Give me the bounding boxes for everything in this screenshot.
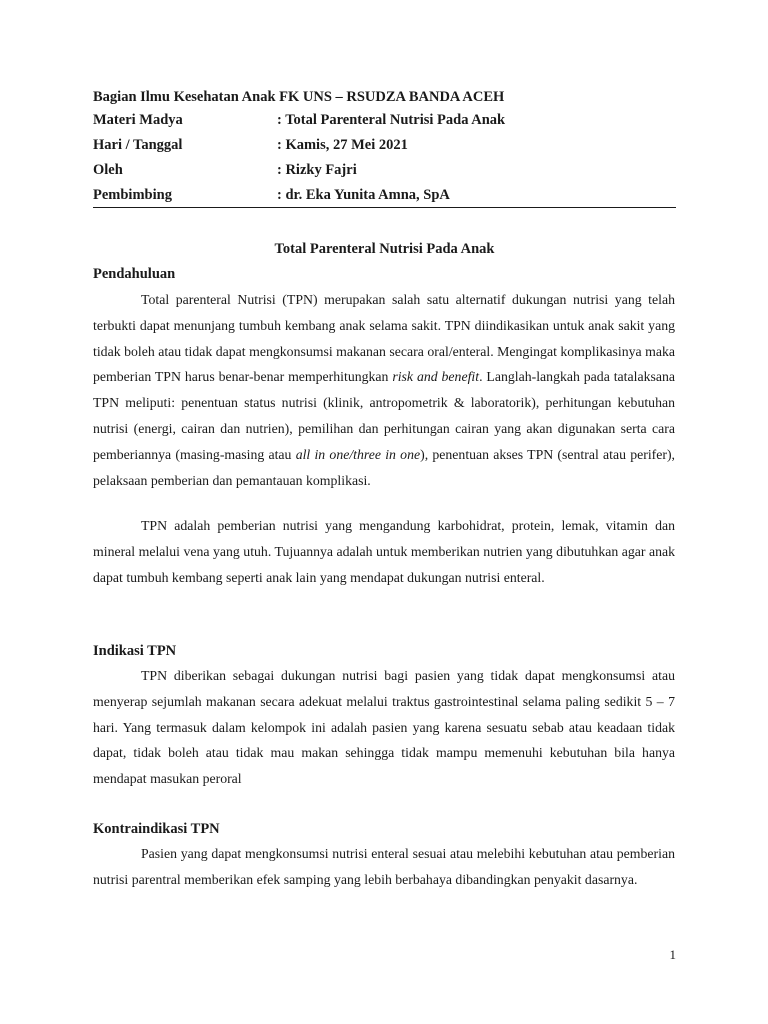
section-heading-kontraindikasi: Kontraindikasi TPN	[93, 821, 220, 837]
italic-text-run: all in one/three in one	[295, 446, 421, 462]
header-value: : Total Parenteral Nutrisi Pada Anak	[277, 112, 506, 128]
page-number: 1	[669, 947, 676, 962]
header-value: : dr. Eka Yunita Amna, SpA	[277, 187, 450, 203]
section-heading-pendahuluan: Pendahuluan	[93, 266, 176, 282]
text-run: TPN adalah pemberian nutrisi yang mengandung karbohidrat, protein, lemak, vitamin dan mineral melalui vena yang utuh. Tujuannya adalah untuk memberikan nutrien yang dibutuhkan agar anak dapat tumbuh kembang seperti anak lain yang mendapat dukungan nutrisi enteral.	[93, 518, 675, 585]
section-heading-indikasi: Indikasi TPN	[93, 643, 177, 659]
header-value: : Rizky Fajri	[277, 162, 357, 178]
document-header	[93, 86, 676, 208]
paragraph-pendahuluan-1	[93, 287, 675, 493]
text-run: ), penentuan akses TPN (sentral atau perifer), pelaksaan pemberian dan pemantauan komplikasi.	[93, 446, 676, 488]
text-run: TPN diberikan sebagai dukungan nutrisi bagi pasien yang tidak dapat mengkonsumsi atau menyerap sejumlah makanan secara adekuat melalui traktus gastrointestinal selama paling sedikit 5 – 7 hari. Yang termasuk dalam kelompok ini adalah pasien yang karena sesuatu sebab atau keadaan tidak dapat, tidak boleh atau tidak mau makan sehingga tidak mampu memenuhi kebutuhan bila hanya mendapat masukan peroral	[93, 668, 675, 787]
header-row-date	[93, 133, 676, 158]
header-label: Oleh	[93, 162, 123, 178]
text-run: Pasien yang dapat mengkonsumsi nutrisi enteral sesuai atau melebihi kebutuhan atau pemberian nutrisi parentral memberikan efek samping yang lebih berbahaya dibandingkan penyakit dasarnya.	[93, 846, 675, 887]
header-row-supervisor	[93, 183, 676, 208]
paragraph-pendahuluan-2	[93, 513, 675, 590]
institution-title: Bagian Ilmu Kesehatan Anak FK UNS – RSUDZA BANDA ACEH	[93, 89, 505, 105]
header-label: Pembimbing	[93, 187, 172, 203]
paragraph-kontraindikasi-1	[93, 841, 675, 893]
header-value: : Kamis, 27 Mei 2021	[277, 137, 408, 153]
header-divider	[93, 207, 676, 208]
header-label: Materi Madya	[93, 112, 183, 128]
italic-text-run: risk and benefit	[392, 369, 480, 385]
header-row-author	[93, 158, 676, 183]
header-row-materi	[93, 108, 676, 133]
paragraph-indikasi-1	[93, 663, 675, 792]
text-run: Total parenteral Nutrisi (TPN) merupakan salah satu alternatif dukungan nutrisi yang telah terbukti dapat menunjang tumbuh kembang anak selama sakit. TPN diindikasikan untuk anak sakit yang tidak boleh atau tidak dapat mengkonsumsi makanan secara oral/enteral. Mengingat komplikasinya maka pemberian TPN harus benar-benar memperhitungkan	[93, 292, 675, 385]
text-run: . Langlah-langkah pada tatalaksana TPN meliputi: penentuan status nutrisi (klinik, antropometrik & laboratorik), perhitungan kebutuhan nutrisi (energi, cairan dan nutrien), pemilihan dan perhitungan cairan yang akan digunakan serta cara pemberiannya (masing-masing atau	[93, 369, 675, 462]
header-label: Hari / Tanggal	[93, 137, 183, 153]
document-title: Total Parenteral Nutrisi Pada Anak	[274, 241, 495, 257]
